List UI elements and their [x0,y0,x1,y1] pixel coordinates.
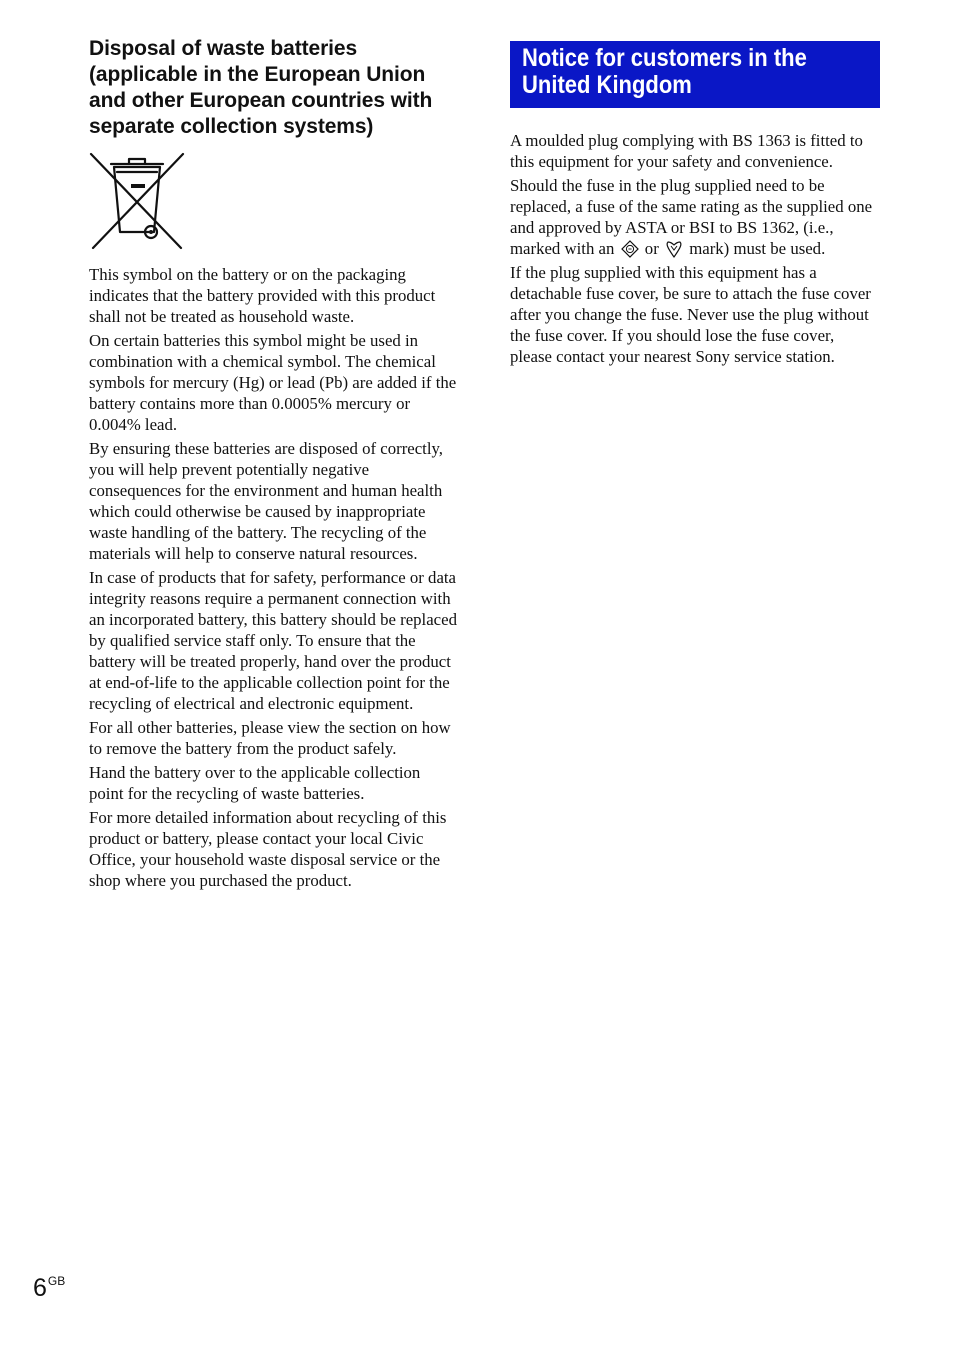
uk-notice-body [510,130,880,367]
heading-line: (applicable in the European Union [89,63,426,86]
fuse-text-after: mark) must be used. [689,239,826,258]
body-paragraph: On certain batteries this symbol might be used in combination with a chemical symbol. The chemical symbols for mercury (Hg) or lead (Pb) are added if the battery contains more than 0.0005% mercury or 0.004% lead. [89,331,457,434]
battery-disposal-heading [89,36,457,140]
body-paragraph: For more detailed information about recycling of this product or battery, please contact your local Civic Office, your household waste disposal service or the shop where you purchased the product. [89,808,447,890]
uk-notice-banner [510,41,880,108]
banner-title-line: Notice for customers in the [522,44,807,72]
body-paragraph: By ensuring these batteries are disposed of correctly, you will help prevent potentially negative consequences for the environment and human health which could otherwise be caused by inappropriate waste handling of the battery. The recycling of the materials will help to conserve natural resources. [89,439,443,563]
body-paragraph: This symbol on the battery or on the packaging indicates that the battery provided with this product shall not be treated as household waste. [89,265,436,326]
uk-notice-title [522,45,837,99]
page-number [33,1266,65,1303]
bsi-kitemark-icon [665,240,683,258]
page-number-suffix: GB [47,1274,66,1288]
fuse-paragraph [510,175,880,259]
fuse-text-or: or [644,239,659,258]
body-paragraph: For all other batteries, please view the section on how to remove the battery from the product safely. [89,718,451,758]
battery-disposal-section [89,36,457,894]
banner-title-line: United Kingdom [522,71,692,99]
fuse-text-before: Should the fuse in the plug supplied need to be replaced, a fuse of the same rating as the supplied one and approved by ASTA or BSI to BS 1362, (i.e., marked with an [510,176,873,258]
body-paragraph: In case of products that for safety, performance or data integrity reasons require a permanent connection with an incorporated battery, this battery should be replaced by qualified service staff only. To ensure that the battery will be treated properly, hand over the product at end-of-life to the applicable collection point for the recycling of electrical and electronic equipment. [89,568,457,713]
heading-line: separate collection systems) [89,115,374,138]
body-paragraph: Hand the battery over to the applicable collection point for the recycling of waste batteries. [89,763,421,803]
body-paragraph: A moulded plug complying with BS 1363 is fitted to this equipment for your safety and convenience. [510,131,863,171]
asta-mark-icon [621,240,639,258]
body-paragraph: If the plug supplied with this equipment has a detachable fuse cover, be sure to attach the fuse cover after you change the fuse. Never use the plug without the fuse cover. If you should lose the fuse cover, please contact your nearest Sony service station. [510,263,871,366]
heading-line: and other European countries with [89,89,433,112]
page-number-value: 6 [33,1274,47,1302]
crossed-out-wheeled-bin-icon [89,152,185,250]
uk-notice-section [510,41,880,370]
heading-line: Disposal of waste batteries [89,37,358,60]
